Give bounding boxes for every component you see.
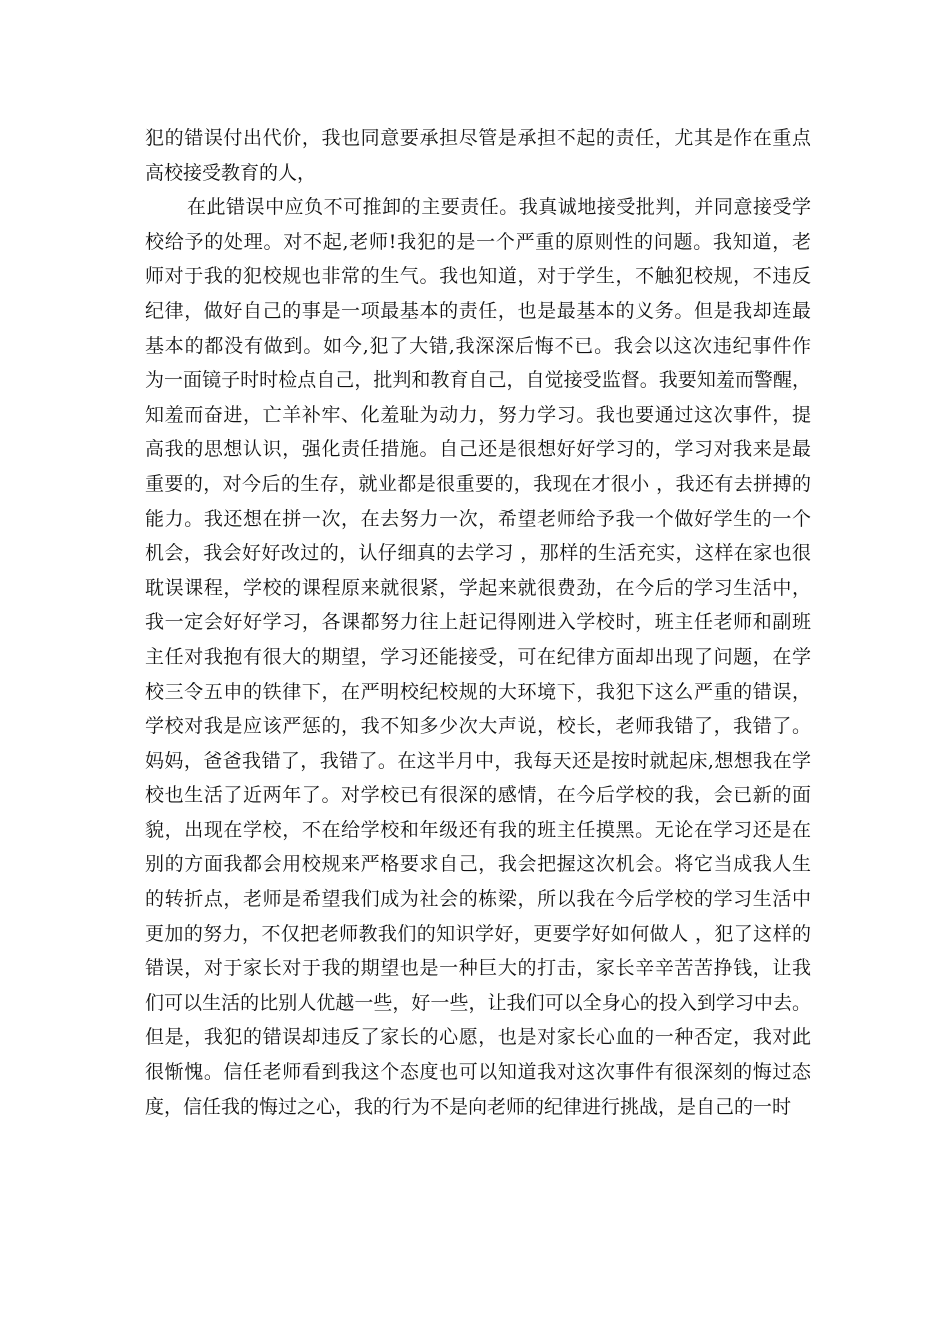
text-line: 校三令五申的铁律下，在严明校纪校规的大环境下，我犯下这么严重的错误， <box>145 680 811 703</box>
text-line: 重要的，对今后的生存，就业都是很重要的，我现在才很小 ，我还有去拼搏的 <box>145 472 811 495</box>
text-line: 别的方面我都会用校规来严格要求自己，我会把握这次机会。将它当成我人生 <box>145 853 811 876</box>
text-line: 机会，我会好好改过的，认仔细真的去学习 ，那样的生活充实，这样在家也很 <box>145 542 811 565</box>
text-line: 犯的错误付出代价，我也同意要承担尽管是承担不起的责任，尤其是作在重点 <box>145 127 811 149</box>
text-line: 貌，出现在学校，不在给学校和年级还有我的班主任摸黑。无论在学习还是在 <box>145 818 811 841</box>
text-line: 高我的思想认识，强化责任措施。自己还是很想好好学习的，学习对我来是最 <box>145 438 811 461</box>
text-line: 为一面镜子时时检点自己，批判和教育自己，自觉接受监督。我要知羞而警醒， <box>145 369 811 392</box>
text-line: 我一定会好好学习，各课都努力往上赶记得刚进入学校时，班主任老师和副班 <box>145 611 811 634</box>
text-line: 高校接受教育的人， <box>145 161 317 184</box>
text-line: 在此错误中应负不可推卸的主要责任。我真诚地接受批判，并同意接受学 <box>187 196 811 219</box>
text-line: 师对于我的犯校规也非常的生气。我也知道，对于学生，不触犯校规，不违反 <box>145 265 811 288</box>
text-line: 错误，对于家长对于我的期望也是一种巨大的打击，家长辛辛苦苦挣钱，让我 <box>145 957 811 980</box>
text-line: 更加的努力，不仅把老师教我们的知识学好，更要学好如何做人 ，犯了这样的 <box>145 922 811 945</box>
document-body <box>145 121 811 1124</box>
text-line: 耽误课程，学校的课程原来就很紧，学起来就很费劲，在今后的学习生活中， <box>145 576 811 599</box>
paragraph <box>145 121 811 190</box>
text-line: 度，信任我的悔过之心，我的行为不是向老师的纪律进行挑战，是自己的一时 <box>145 1095 792 1118</box>
text-line: 学校对我是应该严惩的，我不知多少次大声说，校长，老师我错了，我错了。 <box>145 715 811 738</box>
text-line: 主任对我抱有很大的期望，学习还能接受，可在纪律方面却出现了问题，在学 <box>145 645 811 668</box>
text-line: 纪律，做好自己的事是一项最基本的责任，也是最基本的义务。但是我却连最 <box>145 299 811 322</box>
paragraph <box>145 190 811 1124</box>
text-line: 但是，我犯的错误却违反了家长的心愿，也是对家长心血的一种否定，我对此 <box>145 1026 811 1049</box>
text-line: 的转折点，老师是希望我们成为社会的栋梁，所以我在今后学校的学习生活中 <box>145 888 811 911</box>
text-line: 妈妈，爸爸我错了，我错了。在这半月中，我每天还是按时就起床,想想我在学 <box>145 749 811 772</box>
text-line: 很惭愧。信任老师看到我这个态度也可以知道我对这次事件有很深刻的悔过态 <box>145 1061 811 1084</box>
text-line: 们可以生活的比别人优越一些，好一些，让我们可以全身心的投入到学习中去。 <box>145 991 811 1014</box>
text-line: 知羞而奋进，亡羊补牢、化羞耻为动力，努力学习。我也要通过这次事件，提 <box>145 403 811 426</box>
text-line: 能力。我还想在拼一次，在去努力一次，希望老师给予我一个做好学生的一个 <box>145 507 811 530</box>
text-line: 校给予的处理。对不起,老师!我犯的是一个严重的原则性的问题。我知道，老 <box>145 230 811 253</box>
text-line: 基本的都没有做到。如今,犯了大错,我深深后悔不已。我会以这次违纪事件作 <box>145 334 811 357</box>
text-line: 校也生活了近两年了。对学校已有很深的感情，在今后学校的我，会已新的面 <box>145 784 811 807</box>
